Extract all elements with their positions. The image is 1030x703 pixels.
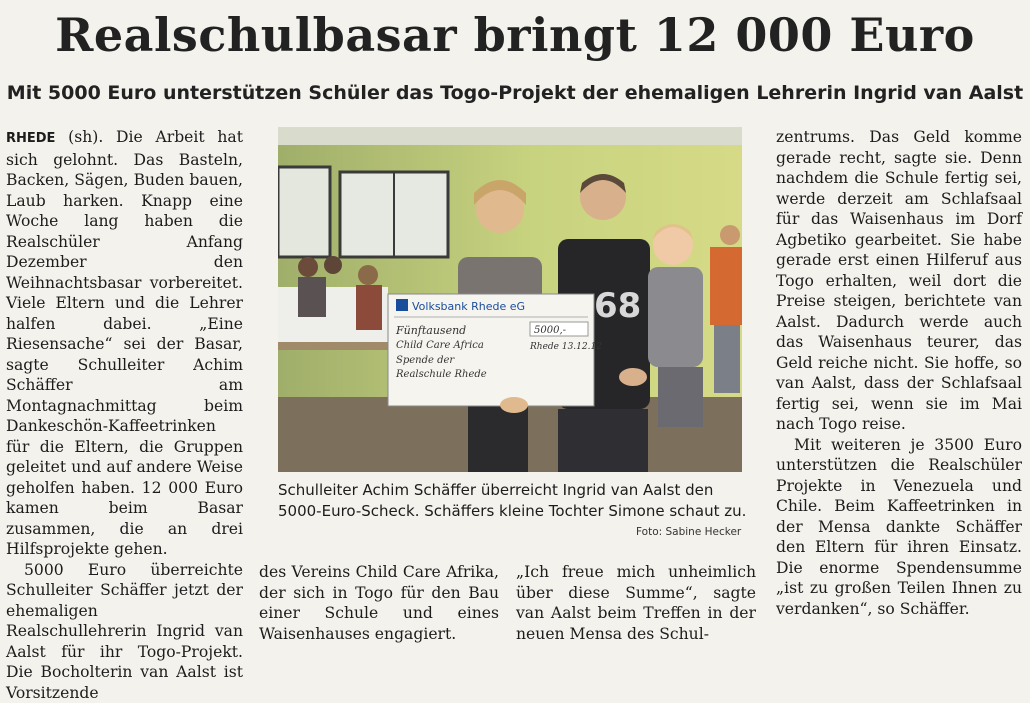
check-payee: Child Care Africa [396, 340, 484, 351]
check-place-date: Rhede 13.12.12 [529, 342, 602, 352]
subheadline: Mit 5000 Euro unterstützen Schüler das Togo-Projekt der ehemaligen Lehrerin Ingrid van Aalst [0, 80, 1030, 106]
paragraph: „Ich freue mich unheimlich über diese Summe“, sagte van Aalst beim Treffen in der neuen Mensa des Schul- [516, 562, 756, 644]
paragraph: Mit weiteren je 3500 Euro unterstützen die Realschüler Projekte in Venezuela und Chile. Beim Kaffeetrinken in der Mensa dankte Schäffer den Eltern für ihren Einsatz. Die enorme Spendensumme „ist zu großen Teilen Ihnen zu verdanken“, so Schäffer. [776, 435, 1022, 620]
dateline: RHEDE [6, 131, 55, 146]
article-column-1 [6, 127, 243, 703]
paragraph: 5000 Euro überreichte Schulleiter Schäffer jetzt der ehemaligen Realschullehrerin Ingrid van Aalst für ihr Togo-Projekt. Die Bocholterin van Aalst ist Vorsitzende [6, 560, 243, 703]
article-column-3 [516, 562, 756, 644]
paragraph-text: (sh). Die Arbeit hat sich gelohnt. Das Basteln, Backen, Sägen, Buden bauen, Laub harken. Knapp eine Woche lang haben die Realschüler Anfang Dezember den Weihnachtsbasar vorbereitet. Viele Eltern und die Lehrer halfen dabei. „Eine Riesensache“ sei der Basar, sagte Schulleiter Achim Schäffer am Montagnachmittag beim Dankeschön-Kaffeetrinken für die Eltern, die Gruppen geleitet und auf andere Weise geholfen haben. 12 000 Euro kamen beim Basar zusammen, die an drei Hilfsprojekte gehen. [6, 128, 243, 558]
check-amount: 5000,- [534, 325, 567, 336]
paragraph: zentrums. Das Geld komme gerade recht, sagte sie. Denn nachdem die Schule fertig sei, werde derzeit am Schlafsaal für das Waisenhaus im Dorf Agbetiko gearbeitet. Sie habe gerade erst einen Hilferuf aus Togo erhalten, weil dort die Preise steigen, berichtete van Aalst. Dadurch werde auch das Waisenhaus teurer, das Geld reiche nicht. Sie hoffe, so van Aalst, dass der Schlafsaal fertig sei, wenn sie im Mai nach Togo reise. [776, 127, 1022, 435]
news-photo [278, 127, 742, 472]
check-from-line2: Realschule Rhede [395, 369, 487, 380]
paragraph [6, 127, 243, 560]
check-bank: Volksbank Rhede eG [412, 300, 525, 313]
paragraph: des Vereins Child Care Afrika, der sich in Togo für den Bau einer Schule und eines Waisenhauses engagiert. [259, 562, 499, 644]
check-amount-words: Fünftausend [395, 324, 466, 337]
shirt-number: 68 [594, 286, 641, 326]
check-from-line1: Spende der [396, 355, 455, 366]
article-column-2 [259, 562, 499, 644]
article-column-4 [776, 127, 1022, 619]
photo-illustration [278, 127, 742, 472]
headline: Realschulbasar bringt 12 000 Euro [0, 4, 1030, 66]
photo-credit: Foto: Sabine Hecker [636, 526, 741, 538]
photo-caption: Schulleiter Achim Schäffer überreicht Ingrid van Aalst den 5000-Euro-Scheck. Schäffers kleine Tochter Simone schaut zu. [278, 480, 748, 522]
